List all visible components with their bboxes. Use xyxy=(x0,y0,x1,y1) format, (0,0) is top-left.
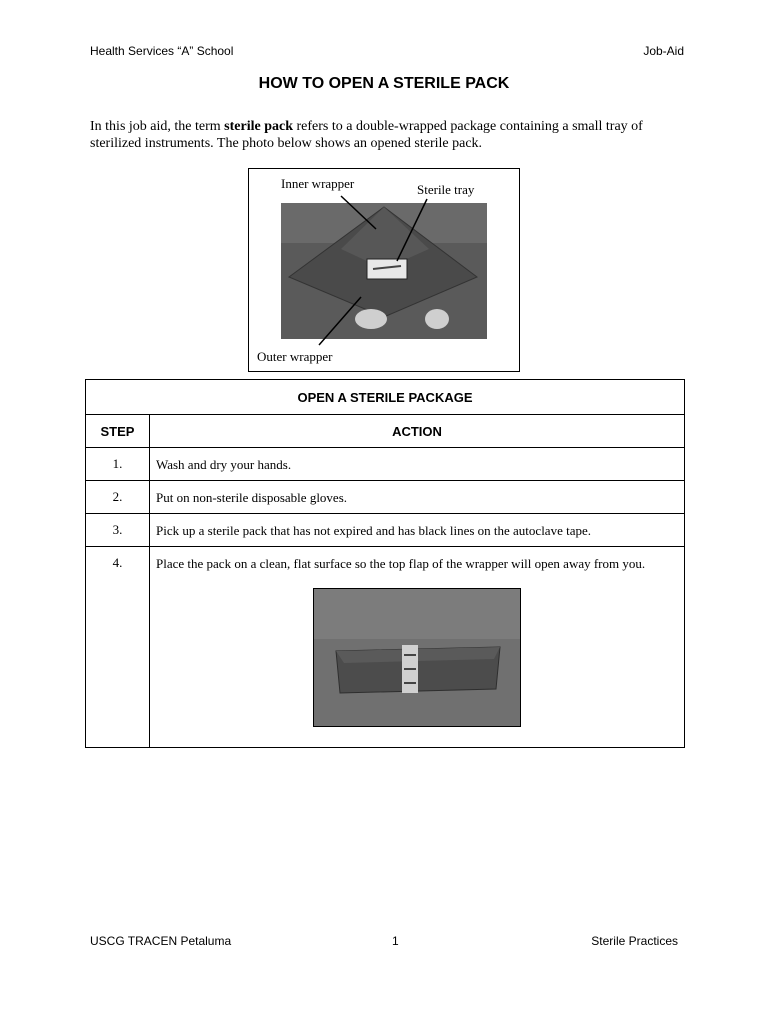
step-action: Wash and dry your hands. xyxy=(150,448,685,481)
step-action-cell xyxy=(150,547,685,748)
footer-right: Sterile Practices xyxy=(591,934,678,948)
header-left: Health Services “A” School xyxy=(90,44,234,58)
step-number: 1. xyxy=(86,448,150,481)
table-title: OPEN A STERILE PACKAGE xyxy=(86,380,685,415)
step-column-header: STEP xyxy=(86,415,150,448)
opened-pack-figure xyxy=(248,168,520,372)
page-number: 1 xyxy=(392,934,399,948)
step-number: 4. xyxy=(86,547,150,748)
table-row xyxy=(86,481,685,514)
header-right: Job-Aid xyxy=(643,44,684,58)
sterile-tray-label: Sterile tray xyxy=(417,182,475,197)
steps-table xyxy=(85,379,685,748)
step-number: 3. xyxy=(86,514,150,547)
intro-term: sterile pack xyxy=(224,119,293,134)
table-row xyxy=(86,547,685,748)
intro-text-end: refers to a double-wrapped package containing a small tray of sterilized instruments. The photo below shows an opened sterile pack. xyxy=(90,119,643,151)
page-title: HOW TO OPEN A STERILE PACK xyxy=(258,75,510,92)
wrapped-pack-photo xyxy=(313,588,521,727)
inner-wrapper-label: Inner wrapper xyxy=(281,176,355,191)
step-number: 2. xyxy=(86,481,150,514)
intro-paragraph xyxy=(90,118,690,152)
table-row xyxy=(86,448,685,481)
table-row xyxy=(86,514,685,547)
step-action: Pick up a sterile pack that has not expired and has black lines on the autoclave tape. xyxy=(150,514,685,547)
outer-wrapper-label: Outer wrapper xyxy=(257,349,333,364)
opened-pack-photo xyxy=(249,169,521,373)
footer-left: USCG TRACEN Petaluma xyxy=(90,934,232,948)
step-action: Place the pack on a clean, flat surface so the top flap of the wrapper will open away from you. xyxy=(156,556,646,571)
action-column-header: ACTION xyxy=(150,415,685,448)
step-action: Put on non-sterile disposable gloves. xyxy=(150,481,685,514)
intro-text-start: In this job aid, the term xyxy=(90,119,225,134)
wrapped-pack-image xyxy=(314,589,520,726)
